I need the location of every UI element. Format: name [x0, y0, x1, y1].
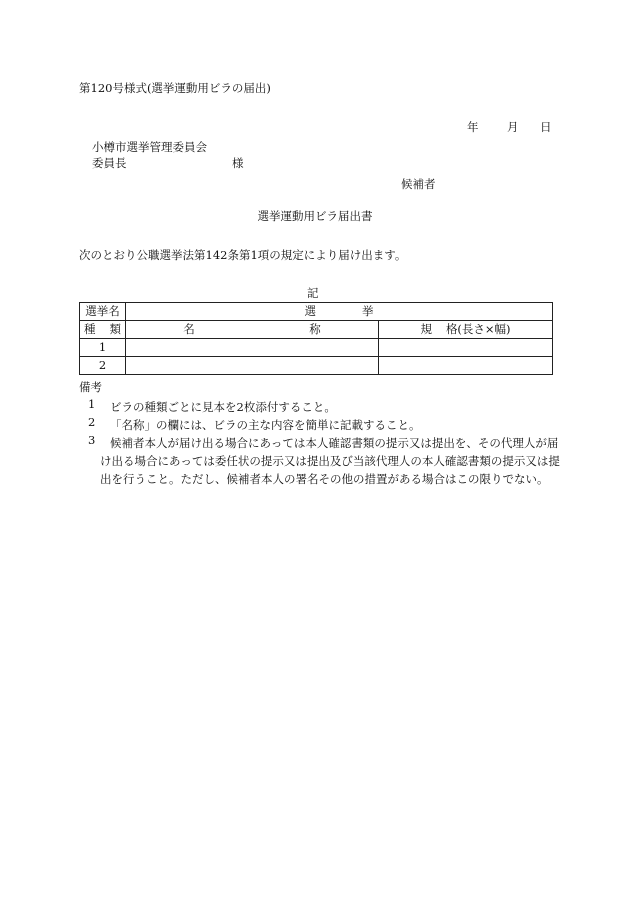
row-name-cell[interactable] — [126, 339, 379, 357]
remark-item — [88, 434, 560, 488]
header-spec-char: 規 — [420, 321, 432, 336]
remark-item — [88, 416, 560, 434]
table-row — [80, 357, 553, 375]
remark-number: 1 — [88, 397, 96, 411]
body-text: 次のとおり公職選挙法第142条第1項の規定により届け出ます。 — [79, 248, 407, 262]
remark-text: 候補者本人が届け出る場合にあっては本人確認書類の提示又は提出を、その代理人が届け出る場合にあっては委任状の提示又は提出及び当該代理人の本人確認書類の提示又は提出を行うこと。ただし、候補者本人の署名その他の措置がある場合はこの限りでない。 — [100, 436, 560, 486]
election-name-char: 選 — [304, 303, 316, 318]
row-number: 1 — [80, 339, 126, 357]
remark-number: 2 — [88, 415, 96, 429]
row-number: 2 — [80, 357, 126, 375]
header-type-char: 類 — [109, 321, 121, 336]
remark-text: 「名称」の欄には、ビラの主な内容を簡単に記載すること。 — [110, 418, 421, 432]
remarks-title: 備考 — [79, 380, 102, 394]
header-name — [126, 321, 379, 339]
header-spec — [379, 321, 553, 339]
candidate-label: 候補者 — [401, 177, 436, 191]
remark-item — [88, 398, 560, 416]
header-type — [80, 321, 126, 339]
form-number: 第120号様式(選挙運動用ビラの届出) — [79, 81, 271, 95]
remark-text: ビラの種類ごとに見本を2枚添付すること。 — [110, 400, 336, 414]
election-name-char: 挙 — [362, 303, 374, 318]
flyer-table — [79, 302, 553, 375]
date-month-label: 月 — [507, 120, 519, 134]
addressee-honorific: 様 — [232, 156, 244, 170]
election-name-row — [80, 303, 553, 321]
remark-number: 3 — [88, 433, 96, 447]
header-name-char: 称 — [309, 321, 321, 336]
document-title: 選挙運動用ビラ届出書 — [257, 209, 373, 223]
row-spec-cell[interactable] — [379, 339, 553, 357]
date-year-label: 年 — [467, 120, 479, 134]
header-name-char: 名 — [183, 321, 195, 336]
ki-label: 記 — [307, 286, 319, 300]
addressee-title: 委員長 — [92, 156, 127, 170]
row-name-cell[interactable] — [126, 357, 379, 375]
table-header-row — [80, 321, 553, 339]
election-name-label: 選挙名 — [80, 303, 126, 321]
date-day-label: 日 — [540, 120, 552, 134]
header-type-char: 種 — [84, 321, 96, 336]
row-spec-cell[interactable] — [379, 357, 553, 375]
election-name-value[interactable] — [126, 303, 553, 321]
addressee-organization: 小樽市選挙管理委員会 — [92, 140, 207, 154]
table-row — [80, 339, 553, 357]
header-spec-char: 格(長さ×幅) — [445, 321, 511, 336]
